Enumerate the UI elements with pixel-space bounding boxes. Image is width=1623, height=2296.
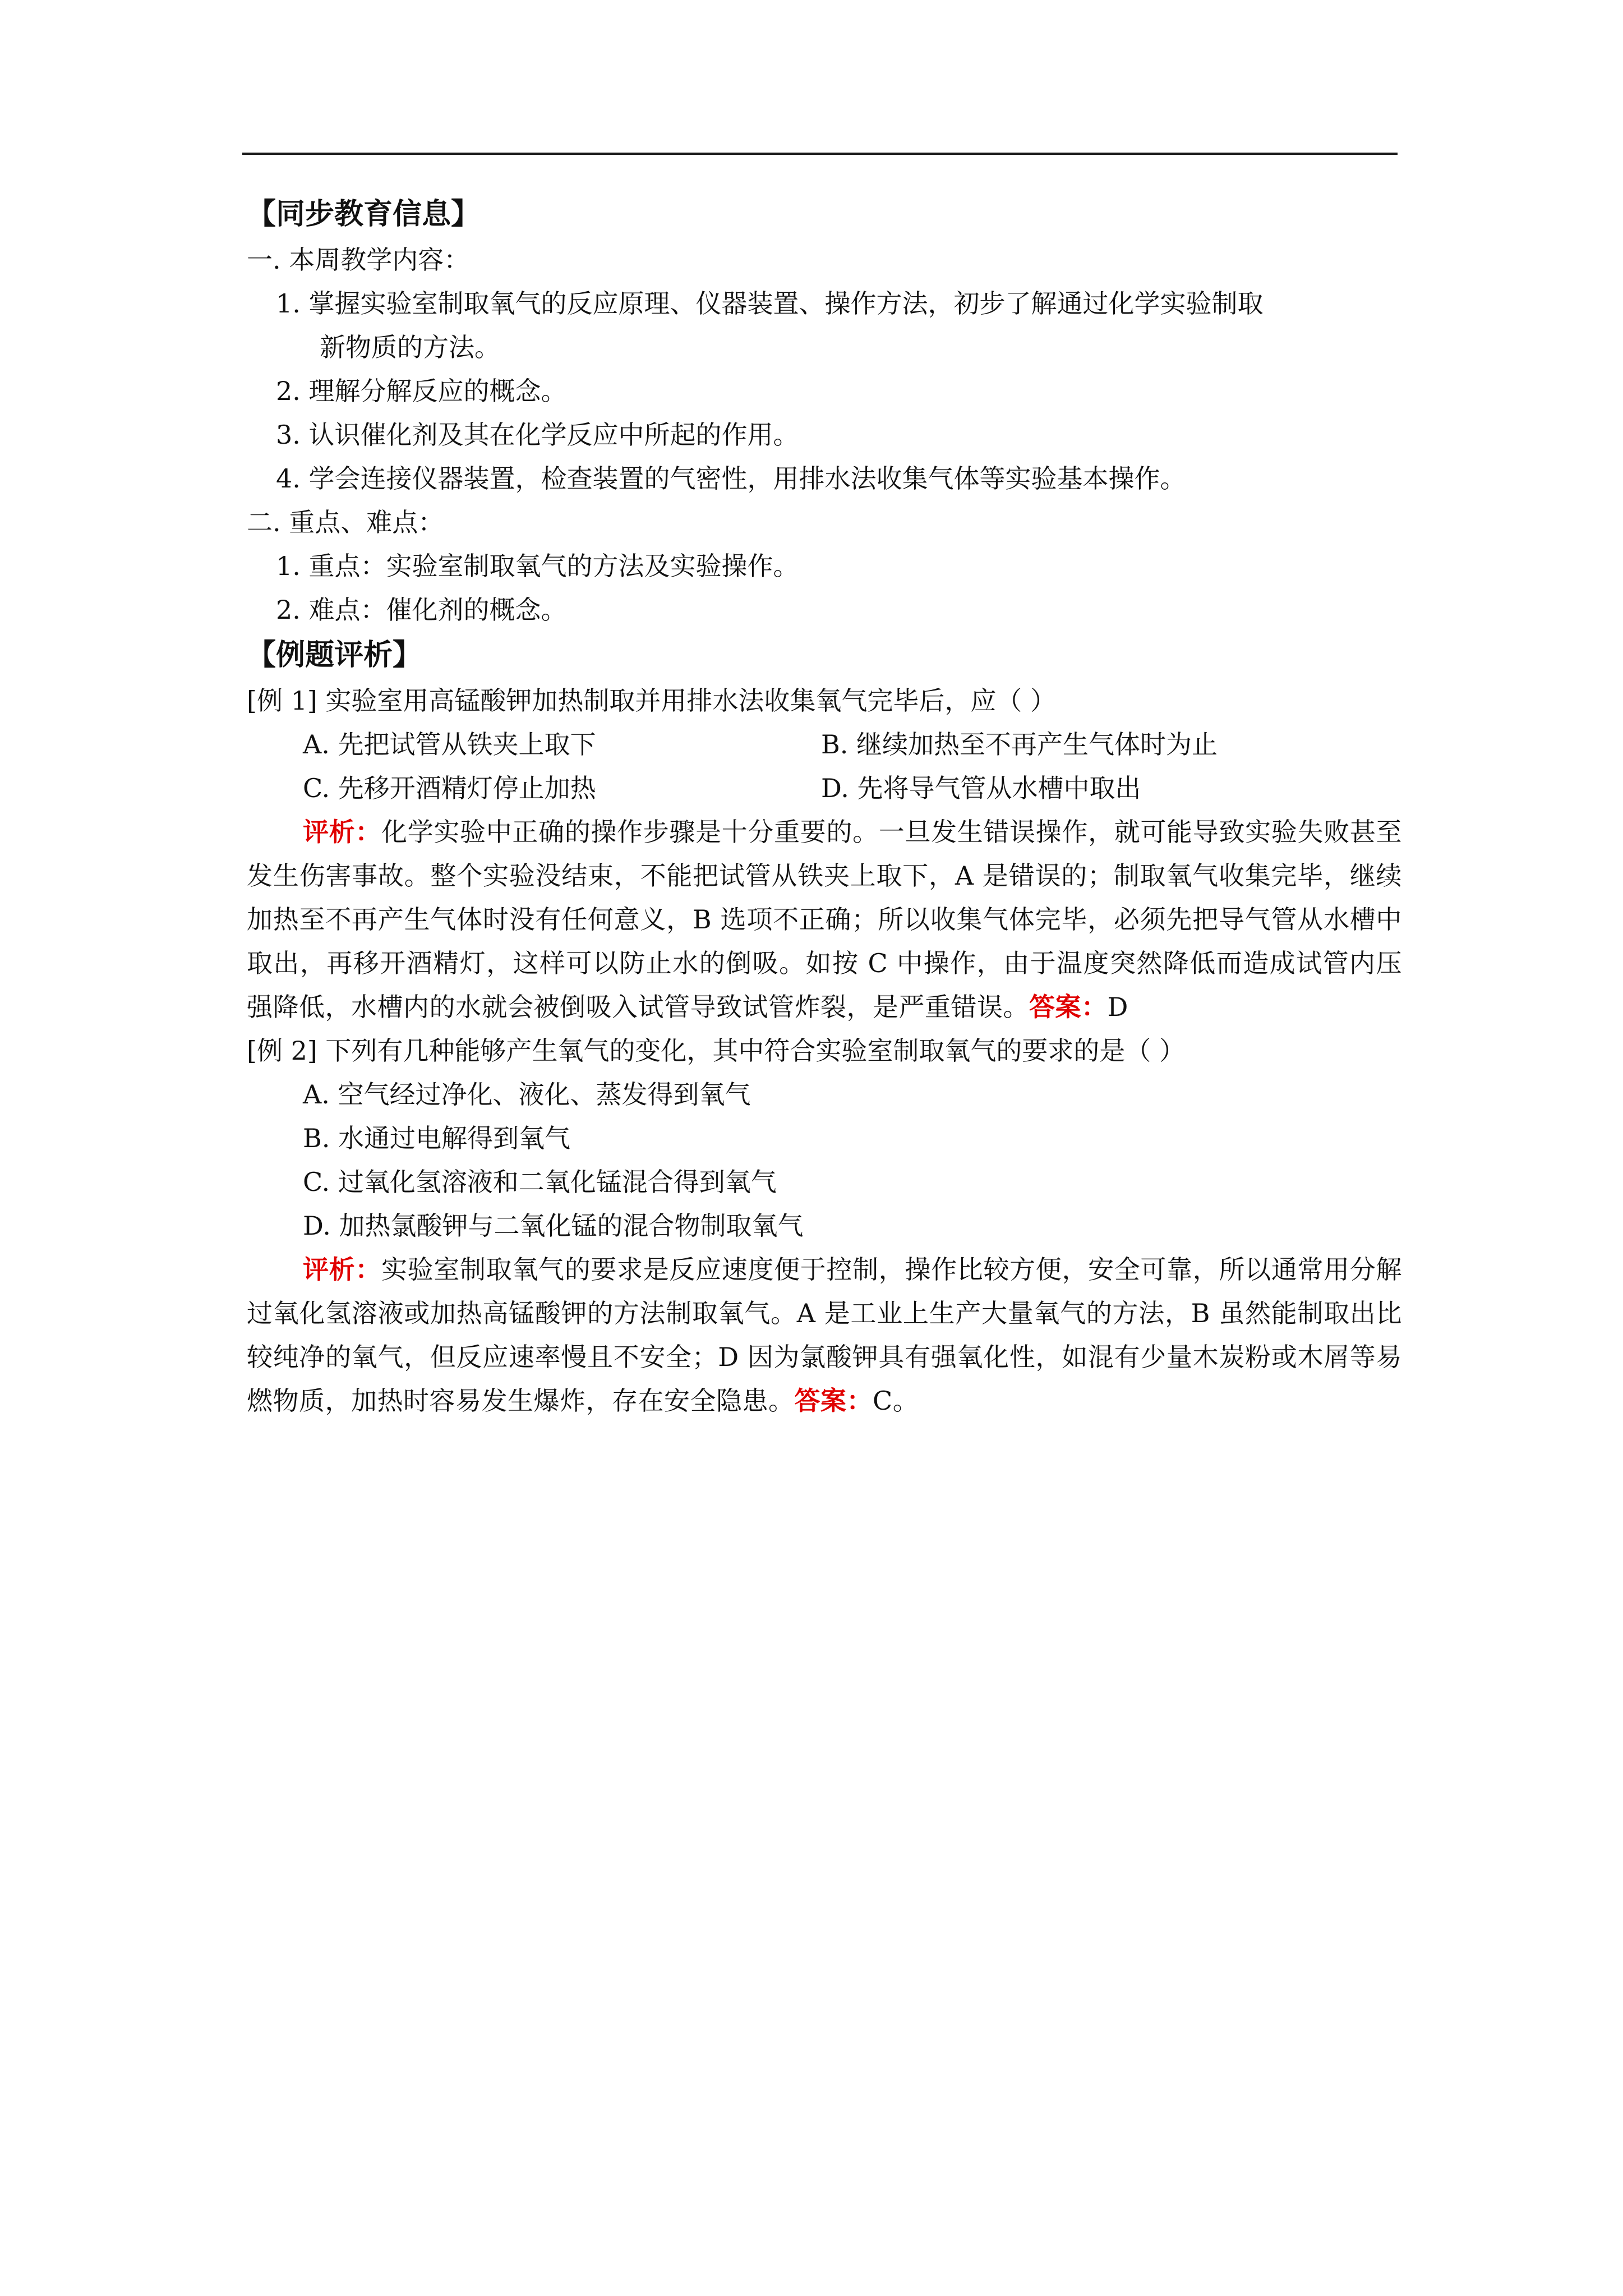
analysis-label: 评析： <box>303 817 382 847</box>
list-item: 4. 学会连接仪器装置，检查装置的气密性，用排水法收集气体等实验基本操作。 <box>276 463 1186 494</box>
header-rule <box>242 153 1398 155</box>
list-item-continuation: 新物质的方法。 <box>320 332 500 362</box>
option-a: A. 空气经过净化、液化、蒸发得到氧气 <box>303 1079 751 1110</box>
option-b: B. 水通过电解得到氧气 <box>303 1123 571 1153</box>
list-item: 1. 掌握实验室制取氧气的反应原理、仪器装置、操作方法，初步了解通过化学实验制取 <box>276 288 1264 319</box>
answer-value: D <box>1107 992 1128 1022</box>
option-d: D. 加热氯酸钾与二氧化锰的混合物制取氧气 <box>303 1211 804 1241</box>
section-heading-examples: 【例题评析】 <box>247 638 422 672</box>
example-1-options-row-2 <box>247 766 1402 810</box>
analysis-text: 化学实验中正确的操作步骤是十分重要的。一旦发生错误操作，就可能导致实验失败甚至发生伤害事故。整个实验没结束，不能把试管从铁夹上取下，A 是错误的；制取氧气收集完毕，继续加热至不再产生气体时没有任何意义，B 选项不正确；所以收集气体完毕，必须先把导气管从水槽中取出，再移开酒精灯，这样可以防止水的倒吸。如按 C 中操作，由于温度突然降低而造成试管内压强降低，水槽内的水就会被倒吸入试管导致试管炸裂，是严重错误。 <box>247 817 1403 1022</box>
answer-label: 答案： <box>1029 992 1108 1022</box>
list-item: 2. 难点：催化剂的概念。 <box>276 595 567 625</box>
list-item: 2. 理解分解反应的概念。 <box>276 376 567 406</box>
example-1-question: [例 1] 实验室用高锰酸钾加热制取并用排水法收集氧气完毕后，应（ ） <box>247 685 1057 716</box>
example-2-analysis <box>247 1248 1402 1423</box>
example-1-options-row-1 <box>247 723 1402 766</box>
option-a: A. 先把试管从铁夹上取下 <box>303 729 596 760</box>
answer-value: C。 <box>873 1386 919 1416</box>
analysis-text: 实验室制取氧气的要求是反应速度便于控制，操作比较方便，安全可靠，所以通常用分解过氧化氢溶液或加热高锰酸钾的方法制取氧气。A 是工业上生产大量氧气的方法，B 虽然能制取出比较纯净的氧气，但反应速率慢且不安全；D 因为氯酸钾具有强氧化性，如混有少量木炭粉或木屑等易燃物质，加热时容易发生爆炸，存在安全隐患。 <box>247 1254 1403 1416</box>
example-1-analysis <box>247 810 1402 1029</box>
section-heading-sync-info: 【同步教育信息】 <box>247 197 481 231</box>
option-d: D. 先将导气管从水槽中取出 <box>821 773 1141 803</box>
answer-label: 答案： <box>794 1386 873 1416</box>
option-c: C. 过氧化氢溶液和二氧化锰混合得到氧气 <box>303 1167 777 1197</box>
section-title-key-points: 二. 重点、难点： <box>247 507 444 537</box>
option-c: C. 先移开酒精灯停止加热 <box>303 773 596 803</box>
option-b: B. 继续加热至不再产生气体时为止 <box>821 729 1218 760</box>
list-item: 1. 重点：实验室制取氧气的方法及实验操作。 <box>276 551 799 581</box>
example-2-question: [例 2] 下列有几种能够产生氧气的变化，其中符合实验室制取氧气的要求的是（ ） <box>247 1036 1186 1066</box>
analysis-label: 评析： <box>303 1254 382 1285</box>
document-body <box>247 191 1402 1423</box>
section-title-content: 一. 本周教学内容： <box>247 245 470 275</box>
list-item: 3. 认识催化剂及其在化学反应中所起的作用。 <box>276 420 799 450</box>
